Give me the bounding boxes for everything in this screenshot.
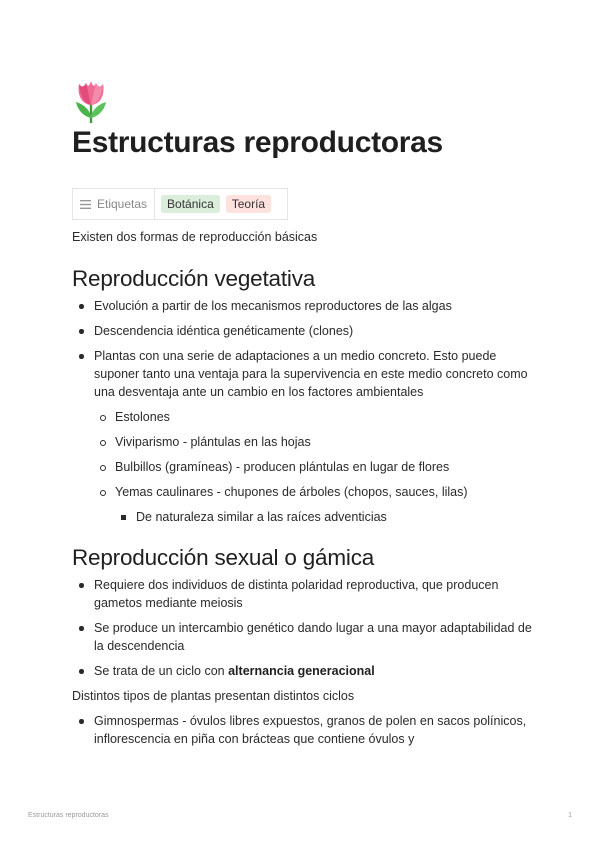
tulip-icon <box>72 78 110 124</box>
sub-list-item: Viviparismo - plántulas en las hojas <box>94 433 532 451</box>
list-item <box>72 662 532 680</box>
heading-sexual: Reproducción sexual o gámica <box>72 545 375 570</box>
property-key[interactable] <box>73 189 155 219</box>
sub-list <box>94 408 532 526</box>
properties-panel <box>72 188 288 220</box>
sub-list-item: Bulbillos (gramíneas) - producen plántulas en lugar de flores <box>94 458 532 476</box>
list-item <box>72 347 532 526</box>
list-item: Gimnospermas - óvulos libres expuestos, granos de polen en sacos polínicos, inflorescencia en piña con brácteas que contiene óvulos y <box>72 712 532 748</box>
list-icon <box>80 200 91 209</box>
bullet-list-ciclos <box>72 712 532 748</box>
tag-list[interactable] <box>155 195 271 213</box>
page-number: 1 <box>568 812 572 819</box>
sub-list-item: Estolones <box>94 408 532 426</box>
tag-botanica[interactable]: Botánica <box>161 195 220 213</box>
list-item: Evolución a partir de los mecanismos reproductores de las algas <box>72 297 532 315</box>
sub-sub-list <box>115 508 532 526</box>
sub-list-item <box>94 483 532 526</box>
sub-sub-list-item: De naturaleza similar a las raíces adventicias <box>115 508 532 526</box>
footer-title: Estructuras reproductoras <box>28 812 109 819</box>
bullet-list-sexual <box>72 576 532 680</box>
page-title: Estructuras reproductoras <box>72 126 443 159</box>
property-key-label: Etiquetas <box>97 197 148 211</box>
list-item: Descendencia idéntica genéticamente (clones) <box>72 322 532 340</box>
list-item-text: Plantas con una serie de adaptaciones a un medio concreto. Esto puede suponer tanto una ventaja para la supervivencia en este medio concreto como una desventaja ante un cambio en los factores ambientales <box>94 349 528 399</box>
heading-vegetativa: Reproducción vegetativa <box>72 266 316 291</box>
page-content <box>72 228 532 748</box>
sub-list-item-text: Yemas caulinares - chupones de árboles (chopos, sauces, lilas) <box>115 485 468 499</box>
tag-teoria[interactable]: Teoría <box>226 195 271 213</box>
ciclos-paragraph: Distintos tipos de plantas presentan distintos ciclos <box>72 689 355 703</box>
list-item-prefix: Se trata de un ciclo con <box>94 664 229 678</box>
bold-term: alternancia generacional <box>228 664 375 678</box>
bullet-list-vegetativa <box>72 297 532 526</box>
list-item: Se produce un intercambio genético dando lugar a una mayor adaptabilidad de la descendencia <box>72 619 532 655</box>
page-footer <box>28 812 572 819</box>
list-item: Requiere dos individuos de distinta polaridad reproductiva, que producen gametos mediante meiosis <box>72 576 532 612</box>
intro-text: Existen dos formas de reproducción básicas <box>72 230 318 244</box>
